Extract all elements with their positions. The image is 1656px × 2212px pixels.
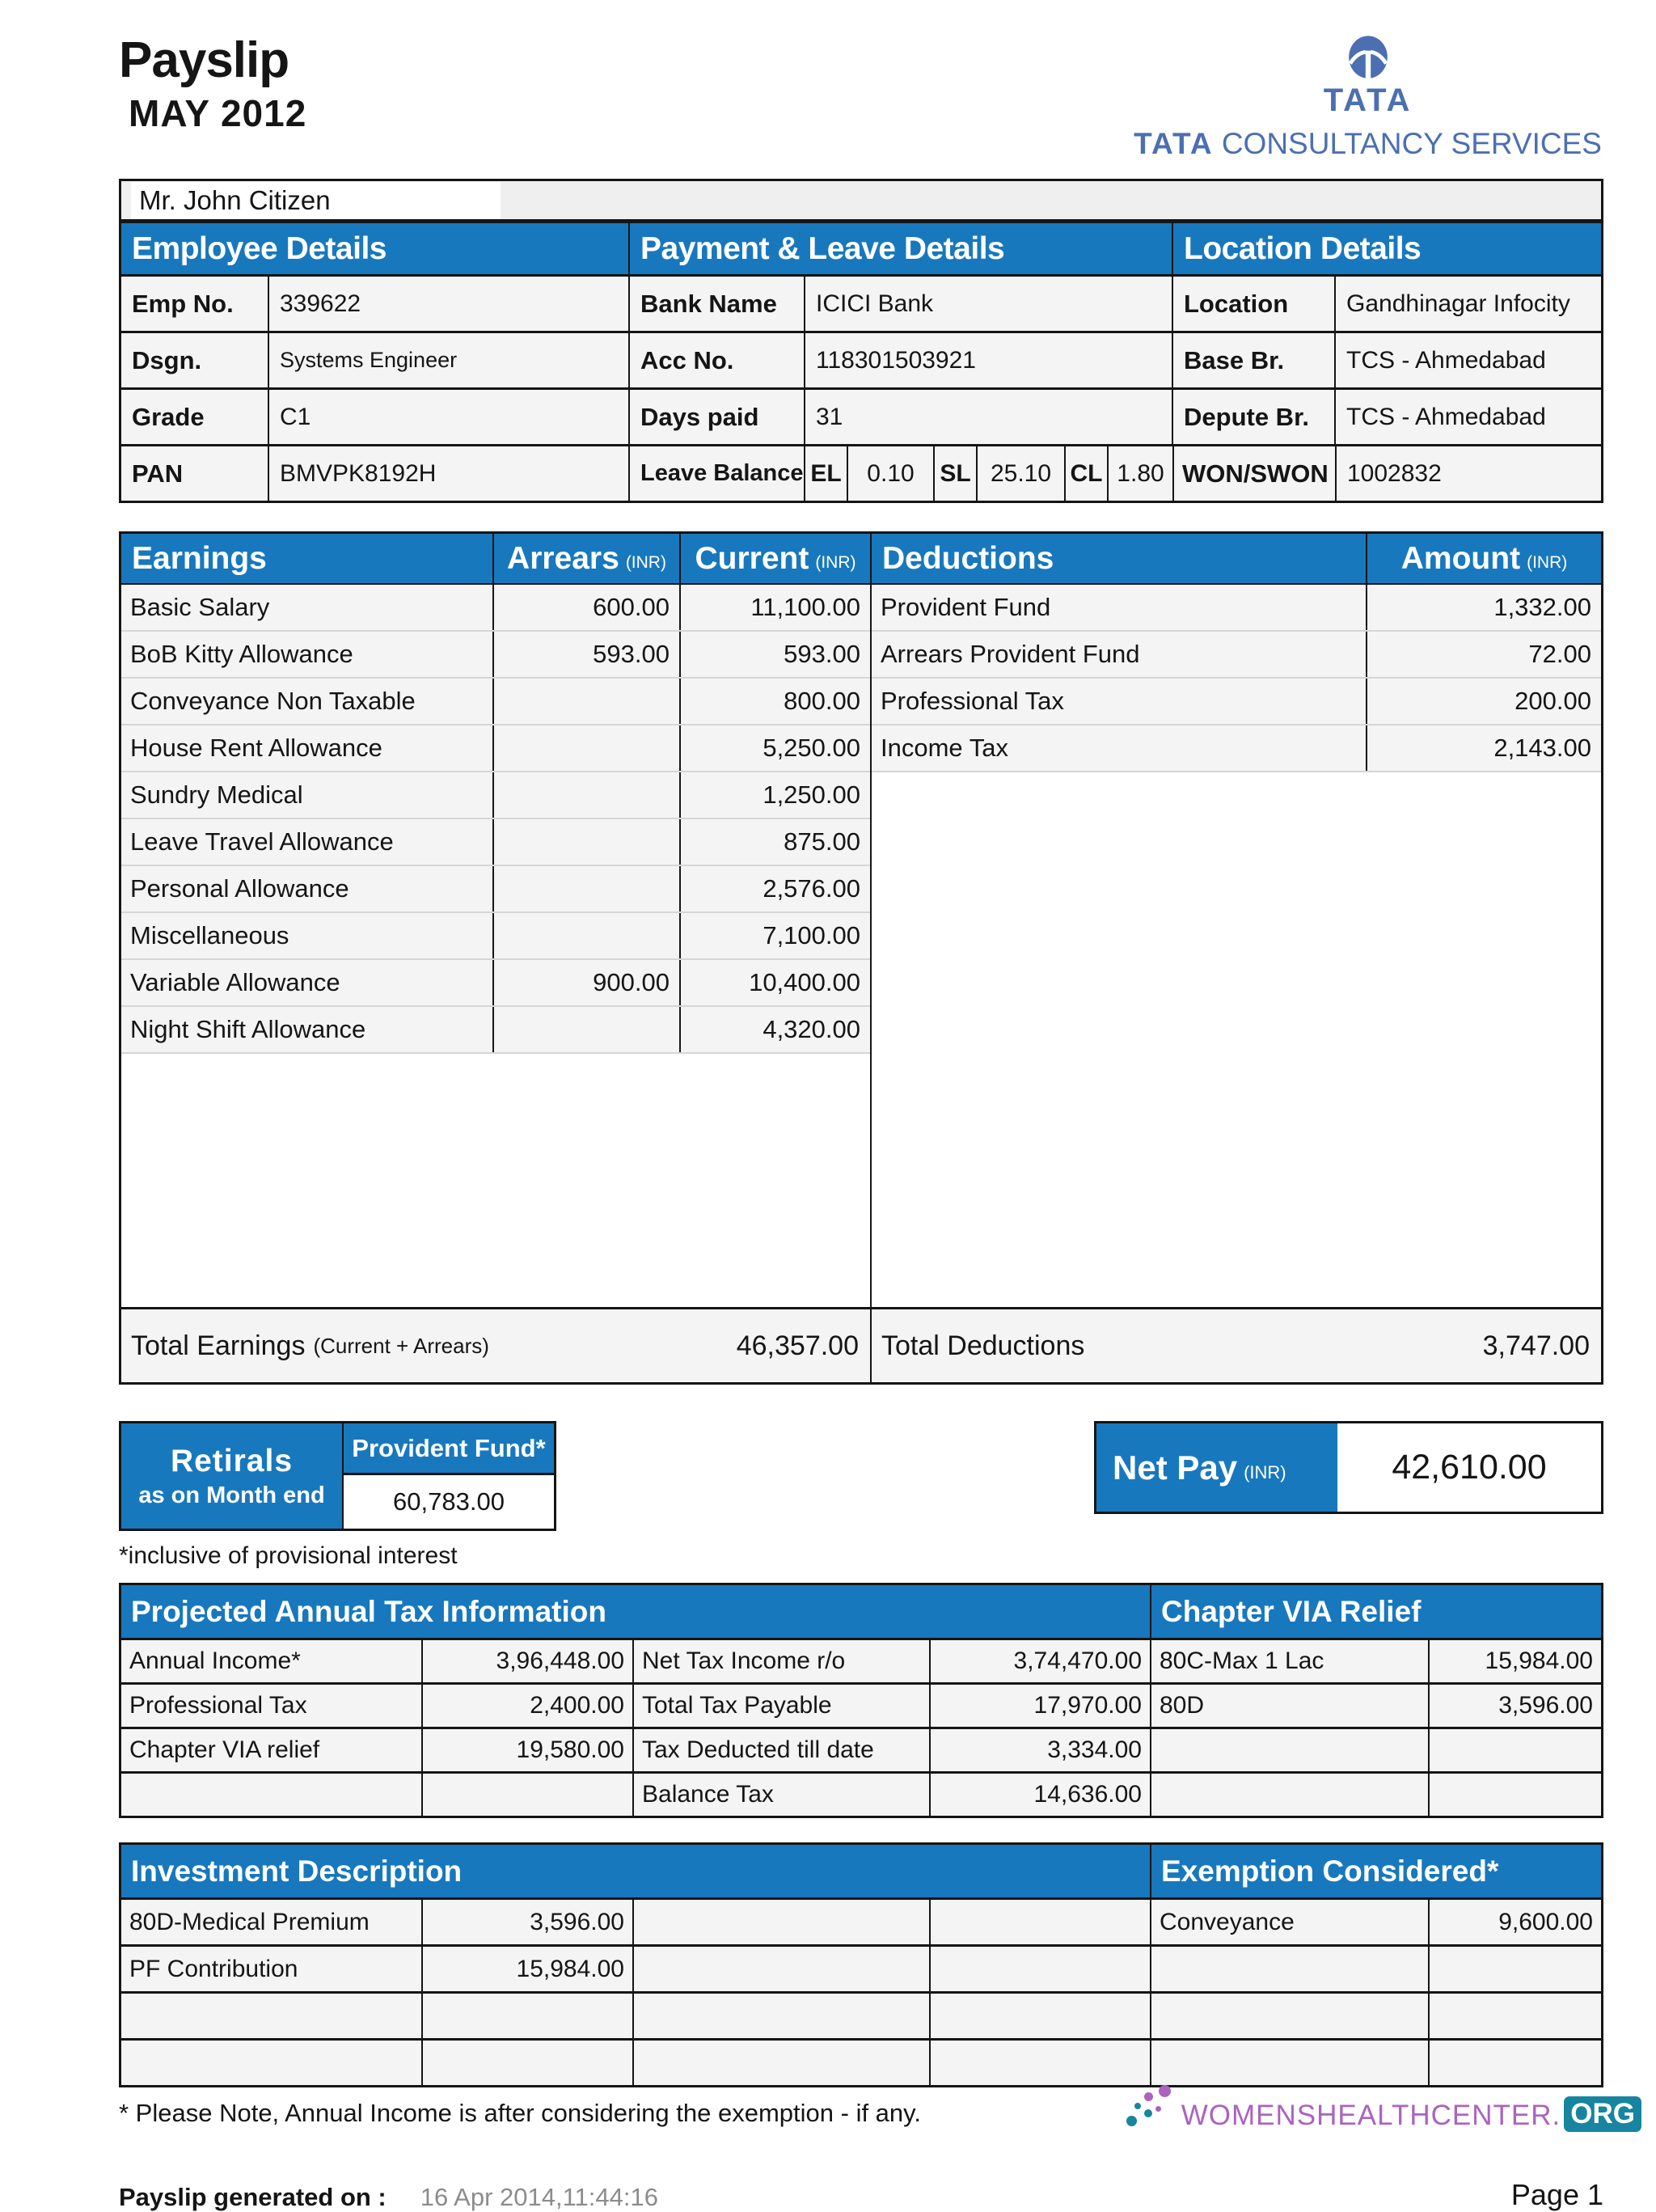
retirals-note: *inclusive of provisional interest	[119, 1542, 458, 1569]
current-column-header: Current (INR)	[695, 540, 856, 576]
retirals-netpay-row	[119, 1421, 1603, 1570]
tax-info-row: Chapter VIA relief 19,580.00 Tax Deducted till date 3,334.00	[121, 1727, 1601, 1771]
tax-info-row: Professional Tax 2,400.00 Total Tax Payable 17,970.00 80D 3,596.00	[121, 1682, 1601, 1727]
investment-row: PF Contribution 15,984.00	[121, 1944, 1601, 1991]
provident-fund-value: 60,783.00	[344, 1475, 554, 1529]
exemption-note: * Please Note, Annual Income is after considering the exemption - if any.	[119, 2099, 921, 2127]
investment-row	[121, 2038, 1601, 2085]
deductions-header	[872, 534, 1601, 585]
details-table	[119, 222, 1603, 503]
earnings-header	[121, 534, 870, 585]
generated-row	[119, 2178, 1603, 2212]
details-header	[121, 223, 1601, 274]
via-relief-title: Chapter VIA Relief	[1161, 1594, 1422, 1628]
deductions-empty-space	[872, 772, 1601, 1307]
earnings-row: Miscellaneous 7,100.00	[121, 913, 870, 960]
earnings-row: Personal Allowance 2,576.00	[121, 866, 870, 913]
details-row: PAN BMVPK8192H Leave Balance EL 0.10 SL 25.10 CL 1.80 WON/SWON 1002832	[121, 444, 1601, 501]
netpay-box	[1094, 1421, 1603, 1514]
netpay-value: 42,610.00	[1337, 1423, 1601, 1512]
employee-name: Mr. John Citizen	[131, 182, 501, 219]
pay-period: MAY 2012	[129, 92, 307, 135]
tax-info-row: Balance Tax 14,636.00	[121, 1771, 1601, 1816]
page-title: Payslip	[119, 32, 289, 88]
details-row: Dsgn. Systems Engineer Acc No. 118301503921 Base Br. TCS - Ahmedabad	[121, 331, 1601, 387]
details-row: Grade C1 Days paid 31 Depute Br. TCS - Ahmedabad	[121, 387, 1601, 444]
earnings-row: BoB Kitty Allowance 593.00 593.00	[121, 632, 870, 679]
dots-icon	[1120, 2085, 1178, 2132]
tax-info-title: Projected Annual Tax Information	[121, 1585, 1151, 1638]
earnings-row: House Rent Allowance 5,250.00	[121, 725, 870, 772]
tata-emblem-icon	[1336, 34, 1400, 84]
arrears-column-header: Arrears (INR)	[494, 534, 681, 583]
deduction-row: Income Tax 2,143.00	[872, 725, 1601, 772]
total-deductions-value: 3,747.00	[1482, 1330, 1590, 1361]
retirals-title-cell: Retirals as on Month end	[121, 1423, 344, 1529]
earnings-title: Earnings	[121, 534, 494, 583]
earnings-empty-space	[121, 1054, 870, 1307]
amount-column-header: Amount (INR)	[1400, 540, 1568, 576]
total-deductions-row: Total Deductions 3,747.00	[872, 1307, 1601, 1382]
earnings-row: Leave Travel Allowance 875.00	[121, 819, 870, 866]
site-name: WOMENSHEALTHCENTER.	[1181, 2100, 1561, 2131]
employee-name-bar	[119, 179, 1603, 222]
total-earnings-value: 46,357.00	[736, 1330, 859, 1361]
site-tld-badge: ORG	[1564, 2096, 1641, 2132]
earnings-row: Conveyance Non Taxable 800.00	[121, 679, 870, 725]
tax-info-table	[119, 1583, 1603, 1818]
page-number: Page 1	[1510, 2178, 1603, 2211]
tata-company-line: TATA CONSULTANCY SERVICES	[1134, 127, 1602, 160]
exemption-title: Exemption Considered*	[1161, 1854, 1499, 1888]
tata-wordmark: TATA	[1323, 82, 1413, 118]
investment-table	[119, 1842, 1603, 2087]
investment-title: Investment Description	[121, 1845, 1151, 1897]
generated-on: Payslip generated on : 16 Apr 2014,11:44:16	[119, 2183, 658, 2211]
investment-row: 80D-Medical Premium 3,596.00 Conveyance 9,600.00	[121, 1897, 1601, 1944]
location-details-title: Location Details	[1184, 231, 1422, 266]
payment-details-title: Payment & Leave Details	[630, 223, 1173, 274]
total-earnings-row: Total Earnings (Current + Arrears) 46,357.00	[121, 1307, 870, 1382]
tax-info-header	[121, 1585, 1601, 1638]
earnings-row: Sundry Medical 1,250.00	[121, 772, 870, 819]
title-block	[119, 34, 306, 135]
earnings-deductions-table	[119, 531, 1603, 1385]
tata-logo	[1134, 34, 1602, 161]
earnings-row: Variable Allowance 900.00 10,400.00	[121, 960, 870, 1007]
earnings-row: Basic Salary 600.00 11,100.00	[121, 585, 870, 632]
deduction-row: Arrears Provident Fund 72.00	[872, 632, 1601, 679]
employee-details-title: Employee Details	[121, 223, 630, 274]
investment-header	[121, 1845, 1601, 1897]
earnings-row: Night Shift Allowance 4,320.00	[121, 1007, 870, 1054]
retirals-block	[119, 1421, 556, 1570]
tax-info-row: Annual Income* 3,96,448.00 Net Tax Income r/o 3,74,470.00 80C-Max 1 Lac 15,984.00	[121, 1638, 1601, 1682]
generated-timestamp: 16 Apr 2014,11:44:16	[420, 2183, 658, 2211]
retirals-fund-cell	[344, 1423, 554, 1529]
deduction-row: Professional Tax 200.00	[872, 679, 1601, 725]
deductions-title: Deductions	[872, 534, 1367, 583]
deduction-row: Provident Fund 1,332.00	[872, 585, 1601, 632]
netpay-label-cell: Net Pay (INR)	[1096, 1423, 1337, 1512]
provident-fund-label: Provident Fund*	[344, 1423, 554, 1475]
investment-row	[121, 1991, 1601, 2038]
site-logo	[1120, 2085, 1641, 2132]
page-header	[119, 0, 1603, 161]
retirals-box	[119, 1421, 556, 1531]
details-row: Emp No. 339622 Bank Name ICICI Bank Location Gandhinagar Infocity	[121, 274, 1601, 331]
earnings-section	[121, 534, 872, 1382]
deductions-section	[872, 534, 1601, 1382]
